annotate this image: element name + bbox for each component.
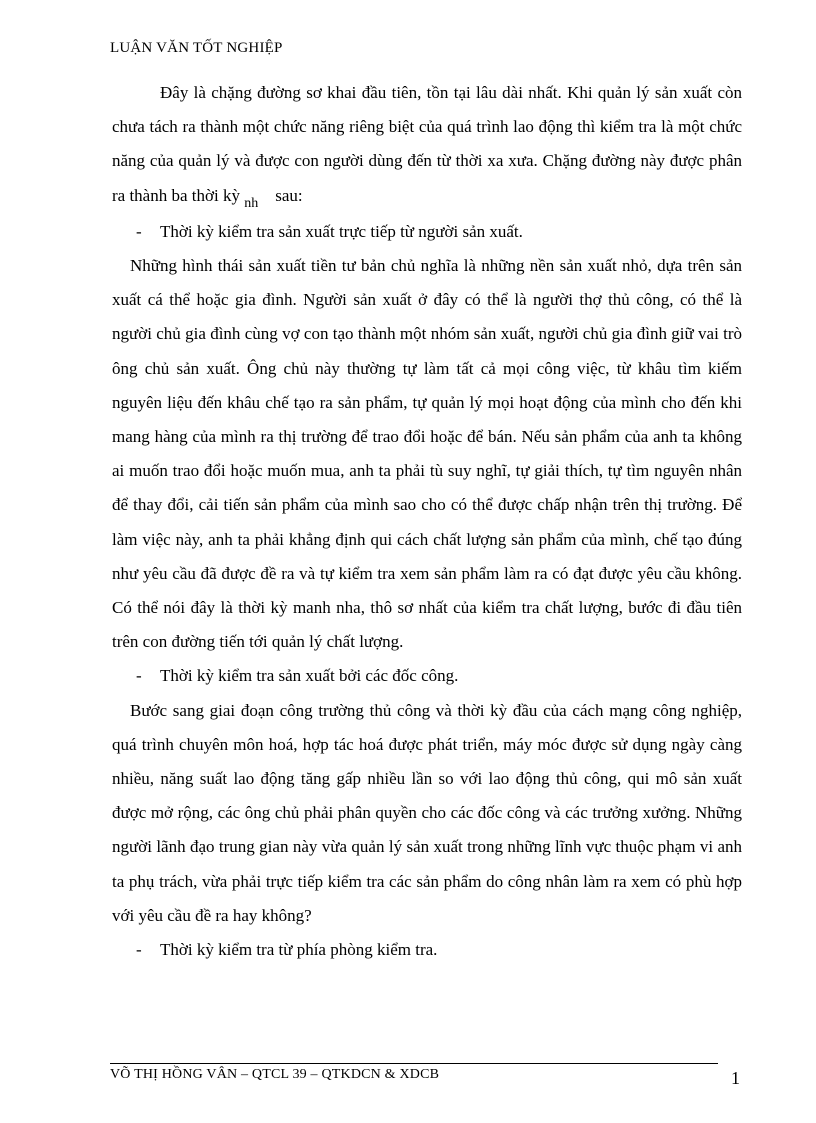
bullet-item-foreman-inspection: [112, 659, 742, 693]
paragraph-industrial: Bước sang giai đoạn công trường thủ công và thời kỳ đầu của cách mạng công nghiệp, quá trình chuyên môn hoá, hợp tác hoá được phát triển, máy móc được sử dụng ngày càng nhiều, năng suất lao động tăng gấp nhiều lần so với lao động thủ công, qui mô sản xuất được mở rộng, các ông chủ phải phân quyền cho các đốc công và các trưởng xưởng. Những người lãnh đạo trung gian này vừa quản lý sản xuất trong những lĩnh vực thuộc phạm vi anh ta phụ trách, vừa phải trực tiếp kiểm tra các sản phẩm do công nhân làm ra xem có phù hợp với yêu cầu đề ra hay không?: [112, 700, 742, 925]
bullet-item-inspection-department: [112, 933, 742, 967]
bullet-text: Thời kỳ kiểm tra sản xuất trực tiếp từ người sản xuất.: [160, 221, 523, 241]
bullet-dash: -: [136, 666, 142, 686]
bullet-dash: -: [136, 940, 142, 960]
footer-author: VÕ THỊ HỒNG VÂN – QTCL 39 – QTKDCN & XDCB: [110, 1067, 440, 1082]
paragraph-intro-text: Đây là chặng đường sơ khai đầu tiên, tồn tại lâu dài nhất. Khi quản lý sản xuất còn chưa tách ra thành một chức năng riêng biệt của quá trình lao động thì kiểm tra là một chức năng của quản lý và được con người dùng đến từ thời xa xưa. Chặng đường này được phân ra thành ba thời kỳ: [112, 83, 742, 205]
page-header: LUẬN VĂN TỐT NGHIỆP: [110, 40, 283, 56]
footer-divider: [110, 1063, 718, 1064]
bullet-text: Thời kỳ kiểm tra từ phía phòng kiểm tra.: [160, 940, 438, 960]
document-body: [112, 76, 742, 967]
bullet-item-direct-inspection: [112, 215, 742, 249]
paragraph-precapitalist: Những hình thái sản xuất tiền tư bản chủ nghĩa là những nền sản xuất nhỏ, dựa trên sản xuất cá thể hoặc gia đình. Người sản xuất ở đây có thể là người thợ thủ công, có thể là người chủ gia đình cùng vợ con tạo thành một nhóm sản xuất, người chủ gia đình giữ vai trò ông chủ sản xuất. Ông chủ này thường tự làm tất cả mọi công việc, từ khâu tìm kiếm nguyên liệu đến khâu chế tạo ra sản phẩm, tự quản lý mọi hoạt động của mình cho đến khi mang hàng của mình ra thị trường để trao đổi hoặc để bán. Nếu sản phẩm của anh ta không ai muốn trao đổi hoặc muốn mua, anh ta phải tù suy nghĩ, tự giải thích, tự tìm nguyên nhân để thay đổi, cải tiến sản phẩm của mình sao cho có thể được chấp nhận trên thị trường. Để làm việc này, anh ta phải khẳng định qui cách chất lượng sản phẩm của mình, chế tạo đúng như yêu cầu đã được đề ra và tự kiểm tra xem sản phẩm làm ra có đạt được yêu cầu không. Có thể nói đây là thời kỳ manh nha, thô sơ nhất của kiểm tra chất lượng, bước đi đầu tiên trên con đường tiến tới quản lý chất lượng.: [112, 256, 742, 652]
bullet-dash: -: [136, 221, 142, 241]
paragraph-intro-subscript: nh: [244, 195, 259, 211]
bullet-text: Thời kỳ kiểm tra sản xuất bởi các đốc công.: [160, 666, 459, 686]
paragraph-intro-tail: sau:: [275, 185, 303, 205]
paragraph-intro: [112, 76, 742, 215]
page-number: 1: [731, 1068, 740, 1088]
